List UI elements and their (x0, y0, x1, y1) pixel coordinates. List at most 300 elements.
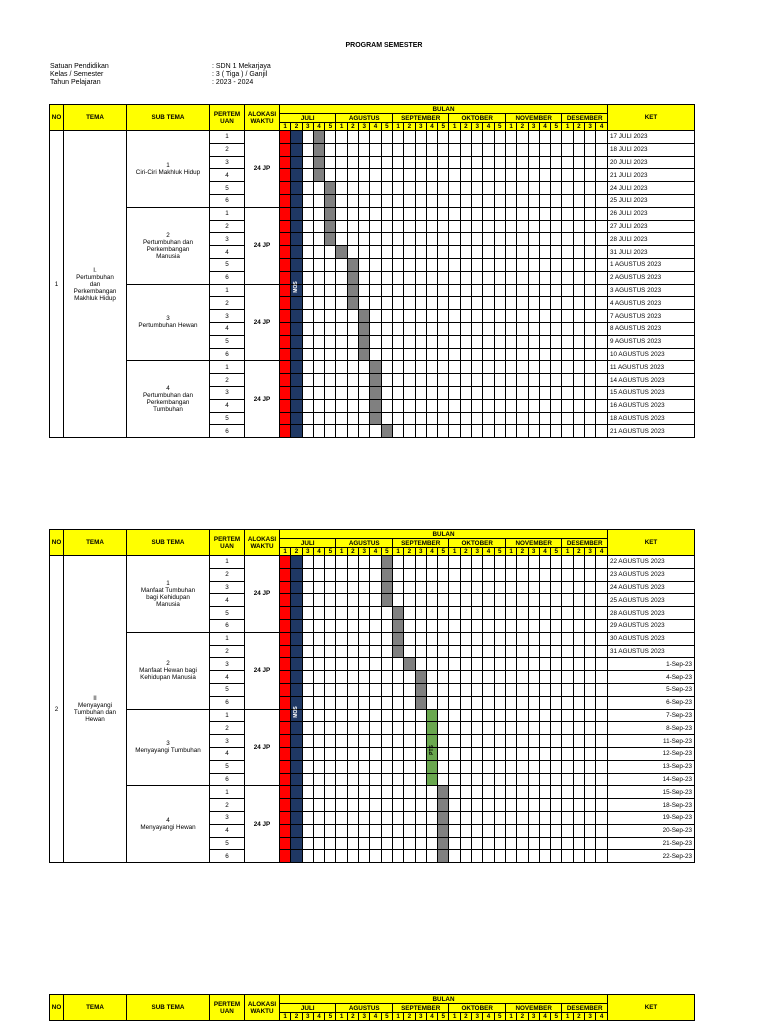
header-week: 3 (359, 1013, 370, 1021)
schedule-cell (370, 722, 381, 735)
schedule-cell (392, 747, 403, 760)
schedule-cell (404, 220, 415, 233)
schedule-cell (596, 619, 608, 632)
schedule-cell (494, 271, 505, 284)
schedule-cell (573, 322, 584, 335)
subtema-line: Menyayangi Hewan (140, 824, 196, 832)
schedule-cell (280, 425, 291, 438)
header-month: NOVEMBER (505, 114, 561, 123)
schedule-cell (438, 361, 449, 374)
schedule-cell (370, 310, 381, 323)
subtema-line: Manfaat Tumbuhan (140, 586, 196, 594)
semester-table (49, 994, 695, 1021)
schedule-cell (302, 619, 313, 632)
schedule-cell (313, 747, 324, 760)
schedule-cell (381, 645, 392, 658)
schedule-cell (596, 722, 608, 735)
schedule-cell (539, 632, 550, 645)
schedule-cell (539, 322, 550, 335)
schedule-cell (280, 568, 291, 581)
ket-date: 26 JULI 2023 (608, 207, 695, 220)
schedule-cell (347, 683, 358, 696)
info-label: Kelas / Semester (50, 71, 104, 78)
schedule-cell (562, 581, 573, 594)
schedule-cell (347, 425, 358, 438)
schedule-cell (472, 169, 483, 182)
schedule-cell (539, 399, 550, 412)
schedule-cell (415, 399, 426, 412)
schedule-cell (291, 335, 302, 348)
schedule-cell (539, 361, 550, 374)
schedule-cell (539, 412, 550, 425)
schedule-cell (415, 322, 426, 335)
pertemuan-cell: 2 (210, 799, 245, 812)
schedule-cell (359, 645, 370, 658)
schedule-cell (585, 220, 596, 233)
schedule-cell (460, 735, 471, 748)
schedule-cell (291, 246, 302, 259)
schedule-cell (325, 645, 336, 658)
schedule-cell (381, 581, 392, 594)
schedule-cell (325, 322, 336, 335)
ket-date: 31 JULI 2023 (608, 246, 695, 259)
schedule-cell (517, 594, 528, 607)
header-month: SEPTEMBER (392, 114, 448, 123)
header-week: 4 (596, 548, 608, 556)
schedule-cell (449, 194, 460, 207)
schedule-cell (325, 310, 336, 323)
ket-date: 8-Sep-23 (608, 722, 695, 735)
schedule-cell (585, 683, 596, 696)
schedule-cell (415, 799, 426, 812)
ket-date: 21 JULI 2023 (608, 169, 695, 182)
schedule-cell (494, 811, 505, 824)
schedule-cell (392, 361, 403, 374)
schedule-cell (347, 658, 358, 671)
schedule-cell (528, 632, 539, 645)
schedule-cell (539, 824, 550, 837)
schedule-cell (596, 632, 608, 645)
schedule-cell (347, 233, 358, 246)
schedule-cell (505, 169, 516, 182)
schedule-cell (404, 169, 415, 182)
schedule-cell (381, 348, 392, 361)
schedule-cell (472, 361, 483, 374)
schedule-cell (494, 671, 505, 684)
schedule-cell (313, 632, 324, 645)
schedule-cell (449, 310, 460, 323)
schedule-cell (313, 348, 324, 361)
schedule-cell (483, 361, 494, 374)
pertemuan-cell: 1 (210, 556, 245, 569)
schedule-cell (449, 399, 460, 412)
table-row (50, 131, 695, 144)
schedule-cell (494, 322, 505, 335)
schedule-cell (415, 335, 426, 348)
schedule-cell (483, 773, 494, 786)
schedule-cell (539, 348, 550, 361)
schedule-cell (483, 284, 494, 297)
schedule-cell (596, 169, 608, 182)
schedule-cell (336, 348, 347, 361)
schedule-cell (370, 760, 381, 773)
schedule-cell (325, 658, 336, 671)
header-week: 2 (460, 548, 471, 556)
schedule-cell (596, 824, 608, 837)
pertemuan-cell: 3 (210, 581, 245, 594)
schedule-cell (505, 374, 516, 387)
schedule-cell (460, 374, 471, 387)
schedule-cell (291, 297, 302, 310)
subtema-cell (127, 361, 210, 438)
schedule-cell (596, 696, 608, 709)
schedule-cell (460, 322, 471, 335)
schedule-cell (438, 594, 449, 607)
header-week: 1 (280, 548, 291, 556)
header-bulan: BULAN (280, 105, 608, 114)
schedule-cell (505, 709, 516, 722)
schedule-cell (313, 773, 324, 786)
semester-table (49, 104, 695, 438)
ket-date: 2 AGUSTUS 2023 (608, 271, 695, 284)
schedule-cell (438, 811, 449, 824)
schedule-cell (494, 310, 505, 323)
schedule-cell (528, 386, 539, 399)
info-label: Satuan Pendidikan (50, 63, 109, 70)
header-week: 2 (404, 123, 415, 131)
schedule-cell (359, 671, 370, 684)
schedule-cell (336, 683, 347, 696)
schedule-cell (528, 271, 539, 284)
header-month: JULI (280, 539, 336, 548)
schedule-cell (472, 581, 483, 594)
schedule-cell (585, 850, 596, 863)
schedule-cell (291, 735, 302, 748)
schedule-cell (280, 335, 291, 348)
schedule-cell (494, 143, 505, 156)
schedule-cell (280, 696, 291, 709)
schedule-cell (460, 850, 471, 863)
schedule-cell (381, 169, 392, 182)
schedule-cell (460, 619, 471, 632)
schedule-cell (517, 811, 528, 824)
schedule-cell (280, 619, 291, 632)
schedule-cell (449, 760, 460, 773)
schedule-cell (449, 361, 460, 374)
schedule-cell (370, 156, 381, 169)
schedule-cell (404, 811, 415, 824)
schedule-cell (438, 735, 449, 748)
subtema-cell (127, 556, 210, 633)
schedule-cell (347, 556, 358, 569)
schedule-cell (472, 799, 483, 812)
schedule-cell (438, 619, 449, 632)
info-value: : SDN 1 Mekarjaya (212, 63, 271, 70)
schedule-cell (313, 412, 324, 425)
schedule-cell (449, 348, 460, 361)
header-week: 2 (517, 548, 528, 556)
schedule-cell (404, 374, 415, 387)
schedule-cell (585, 297, 596, 310)
schedule-cell (483, 594, 494, 607)
schedule-cell (347, 374, 358, 387)
schedule-cell (359, 556, 370, 569)
pertemuan-cell: 3 (210, 310, 245, 323)
ket-date: 18 JULI 2023 (608, 143, 695, 156)
schedule-cell (404, 284, 415, 297)
schedule-cell (325, 722, 336, 735)
ket-date: 11-Sep-23 (608, 735, 695, 748)
schedule-cell (517, 799, 528, 812)
schedule-cell (359, 811, 370, 824)
ket-date: 14 AGUSTUS 2023 (608, 374, 695, 387)
header-week: 5 (381, 548, 392, 556)
schedule-cell (280, 632, 291, 645)
schedule-cell (551, 671, 562, 684)
header-week: 3 (302, 1013, 313, 1021)
schedule-cell (359, 683, 370, 696)
header-week: 2 (573, 548, 584, 556)
schedule-cell (359, 310, 370, 323)
schedule-cell (449, 658, 460, 671)
schedule-cell (291, 233, 302, 246)
schedule-cell (325, 425, 336, 438)
schedule-cell (404, 671, 415, 684)
schedule-cell (573, 799, 584, 812)
schedule-cell (370, 786, 381, 799)
schedule-cell (562, 824, 573, 837)
schedule-cell (415, 824, 426, 837)
schedule-cell (596, 425, 608, 438)
schedule-cell (539, 220, 550, 233)
schedule-cell (449, 735, 460, 748)
subtema-cell (127, 207, 210, 284)
subtema-line: Manusia (156, 600, 180, 608)
schedule-cell (404, 556, 415, 569)
schedule-cell (505, 760, 516, 773)
schedule-cell (302, 645, 313, 658)
schedule-cell (426, 645, 437, 658)
schedule-cell (449, 246, 460, 259)
ket-date: 8 AGUSTUS 2023 (608, 322, 695, 335)
schedule-cell (562, 169, 573, 182)
schedule-cell (596, 271, 608, 284)
pertemuan-cell: 2 (210, 143, 245, 156)
ket-date: 21 AGUSTUS 2023 (608, 425, 695, 438)
schedule-cell (392, 412, 403, 425)
schedule-cell (539, 799, 550, 812)
schedule-cell (449, 786, 460, 799)
schedule-cell (562, 412, 573, 425)
schedule-cell (573, 374, 584, 387)
schedule-cell (551, 722, 562, 735)
schedule-cell (528, 348, 539, 361)
schedule-cell (449, 747, 460, 760)
schedule-cell (291, 131, 302, 144)
schedule-cell (596, 581, 608, 594)
schedule-cell (302, 271, 313, 284)
schedule-cell (291, 386, 302, 399)
header-week: 3 (415, 1013, 426, 1021)
schedule-cell (347, 310, 358, 323)
schedule-cell (280, 811, 291, 824)
schedule-cell (336, 143, 347, 156)
schedule-cell (404, 607, 415, 620)
schedule-cell (370, 824, 381, 837)
schedule-cell (336, 632, 347, 645)
header-week: 1 (449, 123, 460, 131)
schedule-cell (449, 220, 460, 233)
schedule-cell (528, 297, 539, 310)
schedule-cell (404, 850, 415, 863)
header-month: OKTOBER (449, 539, 505, 548)
schedule-cell (415, 619, 426, 632)
schedule-cell (505, 594, 516, 607)
schedule-cell (585, 271, 596, 284)
pertemuan-cell: 6 (210, 619, 245, 632)
schedule-cell (449, 837, 460, 850)
pertemuan-cell: 6 (210, 850, 245, 863)
schedule-cell (302, 425, 313, 438)
schedule-cell (438, 799, 449, 812)
schedule-cell (528, 850, 539, 863)
semester-table (49, 529, 695, 863)
schedule-cell (494, 594, 505, 607)
schedule-cell (494, 837, 505, 850)
schedule-cell (460, 747, 471, 760)
schedule-cell (438, 386, 449, 399)
schedule-cell (562, 683, 573, 696)
schedule-cell (438, 773, 449, 786)
schedule-cell (539, 837, 550, 850)
schedule-cell (539, 607, 550, 620)
schedule-cell (517, 786, 528, 799)
schedule-cell (302, 786, 313, 799)
schedule-cell (483, 824, 494, 837)
header-week: 5 (551, 548, 562, 556)
row-no: 2 (50, 556, 64, 863)
schedule-cell (551, 297, 562, 310)
schedule-cell (517, 182, 528, 195)
header-week: 3 (302, 123, 313, 131)
schedule-cell (347, 348, 358, 361)
schedule-cell (426, 412, 437, 425)
schedule-cell (291, 361, 302, 374)
schedule-cell (585, 671, 596, 684)
pertemuan-cell: 5 (210, 760, 245, 773)
schedule-cell (381, 735, 392, 748)
schedule-cell (370, 348, 381, 361)
schedule-cell (404, 824, 415, 837)
schedule-cell (381, 850, 392, 863)
schedule-cell (460, 760, 471, 773)
schedule-cell (528, 284, 539, 297)
subtema-line: Tumbuhan (153, 406, 183, 414)
schedule-cell (483, 322, 494, 335)
schedule-cell (302, 581, 313, 594)
schedule-cell (426, 374, 437, 387)
schedule-cell (551, 246, 562, 259)
header-week: 4 (370, 123, 381, 131)
schedule-cell (325, 194, 336, 207)
schedule-cell (381, 747, 392, 760)
schedule-cell (280, 271, 291, 284)
schedule-cell (517, 683, 528, 696)
pertemuan-cell: 3 (210, 735, 245, 748)
schedule-cell (573, 246, 584, 259)
schedule-cell (551, 399, 562, 412)
schedule-cell (280, 143, 291, 156)
schedule-cell (347, 722, 358, 735)
schedule-cell (449, 607, 460, 620)
schedule-cell (528, 131, 539, 144)
header-week: 4 (370, 548, 381, 556)
pertemuan-cell: 1 (210, 207, 245, 220)
schedule-cell (539, 182, 550, 195)
schedule-cell (472, 399, 483, 412)
schedule-cell (392, 399, 403, 412)
schedule-cell (302, 683, 313, 696)
schedule-cell (517, 271, 528, 284)
header-week: 3 (472, 1013, 483, 1021)
schedule-cell (302, 297, 313, 310)
schedule-cell (280, 207, 291, 220)
schedule-cell (505, 696, 516, 709)
schedule-cell (460, 156, 471, 169)
schedule-cell (415, 747, 426, 760)
schedule-cell (585, 412, 596, 425)
schedule-cell (449, 773, 460, 786)
schedule-cell (528, 683, 539, 696)
schedule-cell (573, 271, 584, 284)
schedule-cell (551, 786, 562, 799)
schedule-cell (313, 169, 324, 182)
schedule-cell (460, 246, 471, 259)
schedule-cell (596, 760, 608, 773)
schedule-cell (460, 335, 471, 348)
header-week: 1 (505, 123, 516, 131)
schedule-cell (460, 581, 471, 594)
schedule-cell (404, 156, 415, 169)
ket-date: 7-Sep-23 (608, 709, 695, 722)
schedule-cell (585, 143, 596, 156)
schedule-cell (280, 386, 291, 399)
schedule-cell (472, 709, 483, 722)
schedule-cell (325, 220, 336, 233)
schedule-cell (483, 811, 494, 824)
header-week: 4 (426, 123, 437, 131)
header-week: 3 (415, 123, 426, 131)
schedule-cell (426, 581, 437, 594)
schedule-cell (381, 760, 392, 773)
header-week: 5 (325, 548, 336, 556)
header-week: 4 (483, 548, 494, 556)
schedule-cell (415, 735, 426, 748)
schedule-cell (528, 658, 539, 671)
schedule-cell (472, 386, 483, 399)
schedule-cell (336, 284, 347, 297)
schedule-cell (596, 594, 608, 607)
schedule-cell (415, 131, 426, 144)
schedule-cell (472, 568, 483, 581)
schedule-cell (528, 233, 539, 246)
schedule-cell (438, 412, 449, 425)
schedule-cell (302, 335, 313, 348)
pertemuan-cell: 1 (210, 284, 245, 297)
schedule-cell (280, 594, 291, 607)
schedule-cell (359, 773, 370, 786)
schedule-cell (494, 348, 505, 361)
